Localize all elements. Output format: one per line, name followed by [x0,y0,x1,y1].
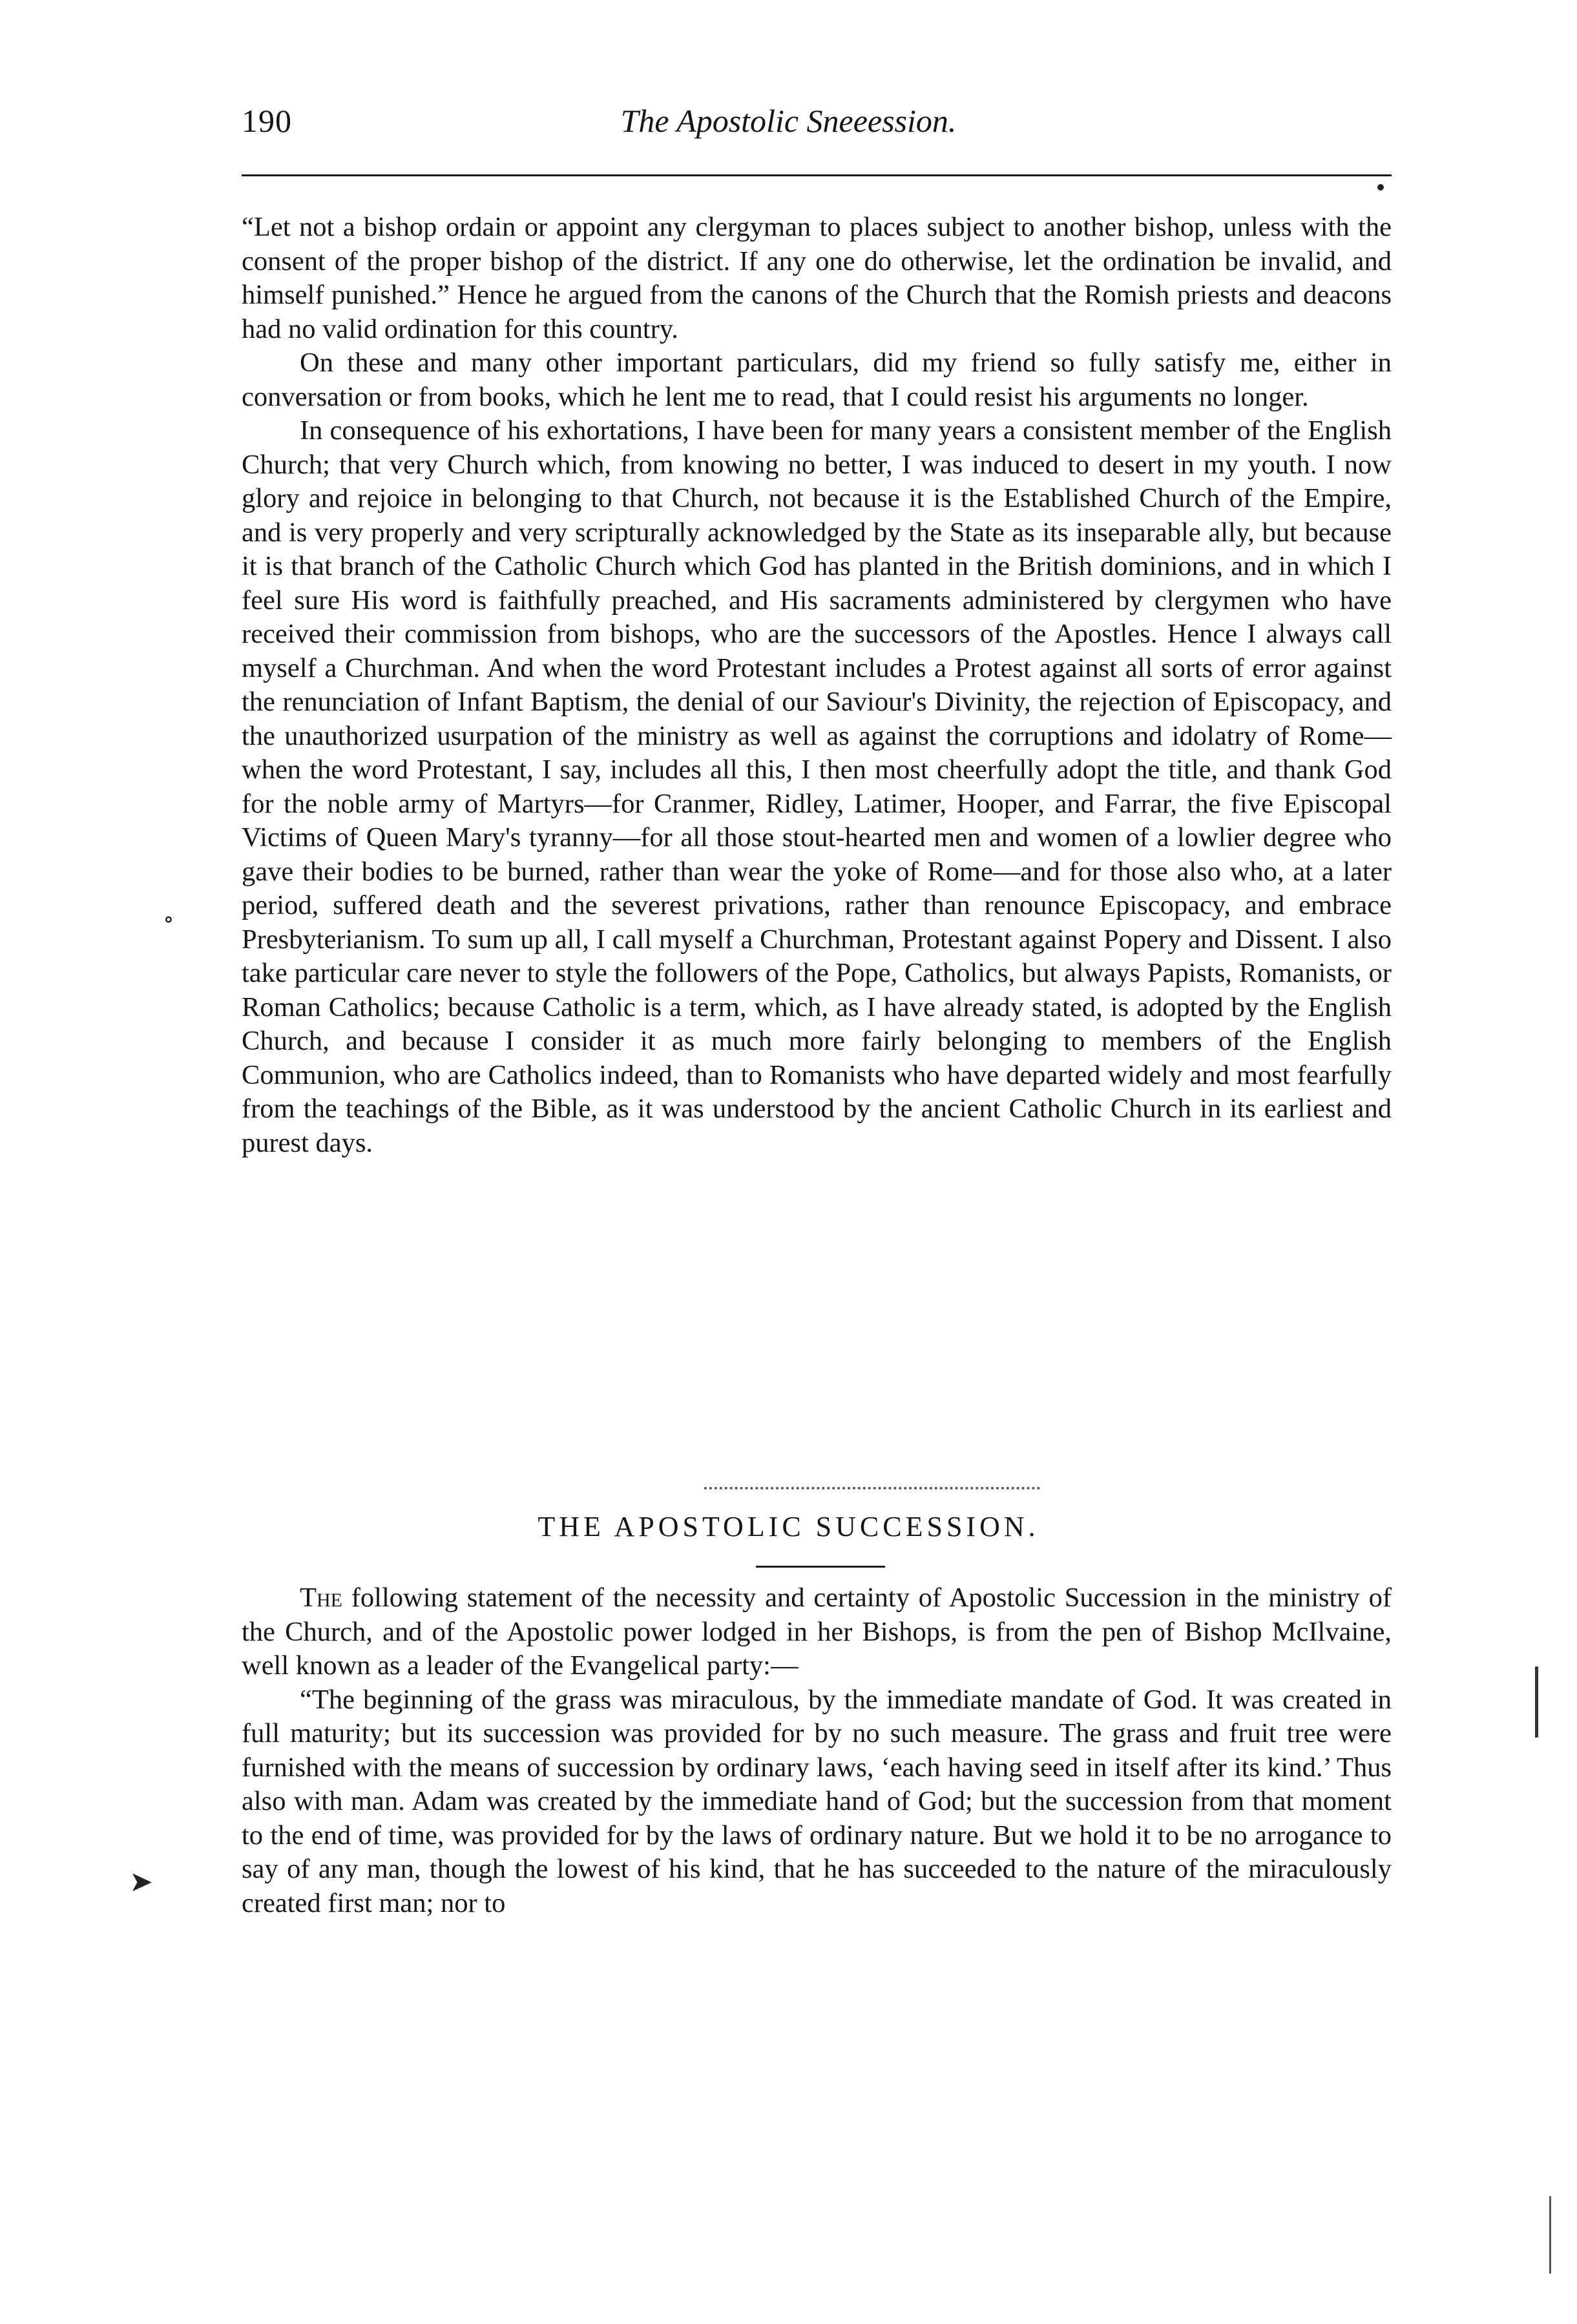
intro-text: following statement of the necessity and certainty of Apostolic Succession in the ministry of the Church, and of the Apostolic power lodged in her Bishops, is from the pen of Bishop McIlvaine, well known as a leader of the Evangelical party:— [242,1582,1392,1681]
running-title: The Apostolic Sneeession. [620,103,957,139]
title-rule [756,1566,885,1568]
drop-word: The [300,1582,342,1613]
section-intro [242,1581,1392,1683]
paragraph: In consequence of his exhortations, I have been for many years a consistent member of the English Church; that very Church which, from knowing no better, I was induced to desert in my youth. I now glory and rejoice in belonging to that Church, not because it is the Established Church of the Empire, and is very properly and very scripturally acknowledged by the State as its inseparable ally, but because it is that branch of the Catholic Church which God has planted in the British dominions, and in which I feel sure His word is faithfully preached, and His sacraments administered by clergymen who have received their commission from bishops, who are the successors of the Apostles. Hence I always call myself a Churchman. And when the word Protestant includes a Protest against all sorts of error against the renunciation of Infant Baptism, the denial of our Saviour's Divinity, the rejection of Episcopacy, and the unauthorized usurpation of the ministry as well as against the corruptions and idolatry of Rome—when the word Protestant, I say, includes all this, I then most cheerfully adopt the title, and thank God for the noble army of Martyrs—for Cranmer, Ridley, Latimer, Hooper, and Farrar, the five Episcopal Victims of Queen Mary's tyranny—for all those stout-hearted men and women of a lowlier degree who gave their bodies to be burned, rather than wear the yoke of Rome—and for those also who, at a later period, suffered death and the severest privations, rather than renounce Episcopacy, and embrace Presbyterianism. To sum up all, I call myself a Churchman, Protestant against Popery and Dissent. I also take particular care never to style the followers of the Pope, Catholics, but always Papists, Romanists, or Roman Catholics; because Catholic is a term, which, as I have already stated, is adopted by the English Church, and because I consider it as much more fairly belonging to members of the English Communion, who are Catholics indeed, than to Romanists who have departed widely and most fearfully from the teachings of the Bible, as it was understood by the ancient Catholic Church in its earliest and purest days. [242,415,1392,1158]
print-mark-bar [1535,1666,1538,1738]
section-separator [704,1487,1040,1489]
section-title: THE APOSTOLIC SUCCESSION. [538,1511,1039,1542]
print-mark-tick: ∘ [163,906,174,932]
print-mark-arrow: ➤ [129,1866,153,1898]
header-rule [242,174,1392,176]
paragraph: On these and many other important particulars, did my friend so fully satisfy me, either in conversation or from books, which he lent me to read, that I could resist his arguments no longer. [242,348,1392,412]
print-mark-dot [1377,184,1384,191]
body-text [242,211,1392,1160]
paragraph: “Let not a bishop ordain or appoint any clergyman to places subject to another bishop, unless with the consent of the proper bishop of the district. If any one do otherwise, let the ordination be invalid, and himself punished.” Hence he argued from the canons of the Church that the Romish priests and deacons had no valid ordination for this country. [242,212,1392,344]
page-number: 190 [242,103,292,139]
quotation: “The beginning of the grass was miraculous, by the immediate mandate of God. It was created in full maturity; but its succession was provided for by no such measure. The grass and fruit tree were furnished with the means of succession by ordinary laws, ‘each having seed in itself after its kind.’ Thus also with man. Adam was created by the immediate hand of God; but the succession from that moment to the end of time, was provided for by the laws of ordinary nature. But we hold it to be no arrogance to say of any man, though the lowest of his kind, that he has succeeded to the nature of the miraculously created first man; nor to [242,1684,1392,1918]
print-mark-bar [1549,2196,1551,2274]
section-body [242,1581,1392,1920]
page-header [0,102,1577,154]
